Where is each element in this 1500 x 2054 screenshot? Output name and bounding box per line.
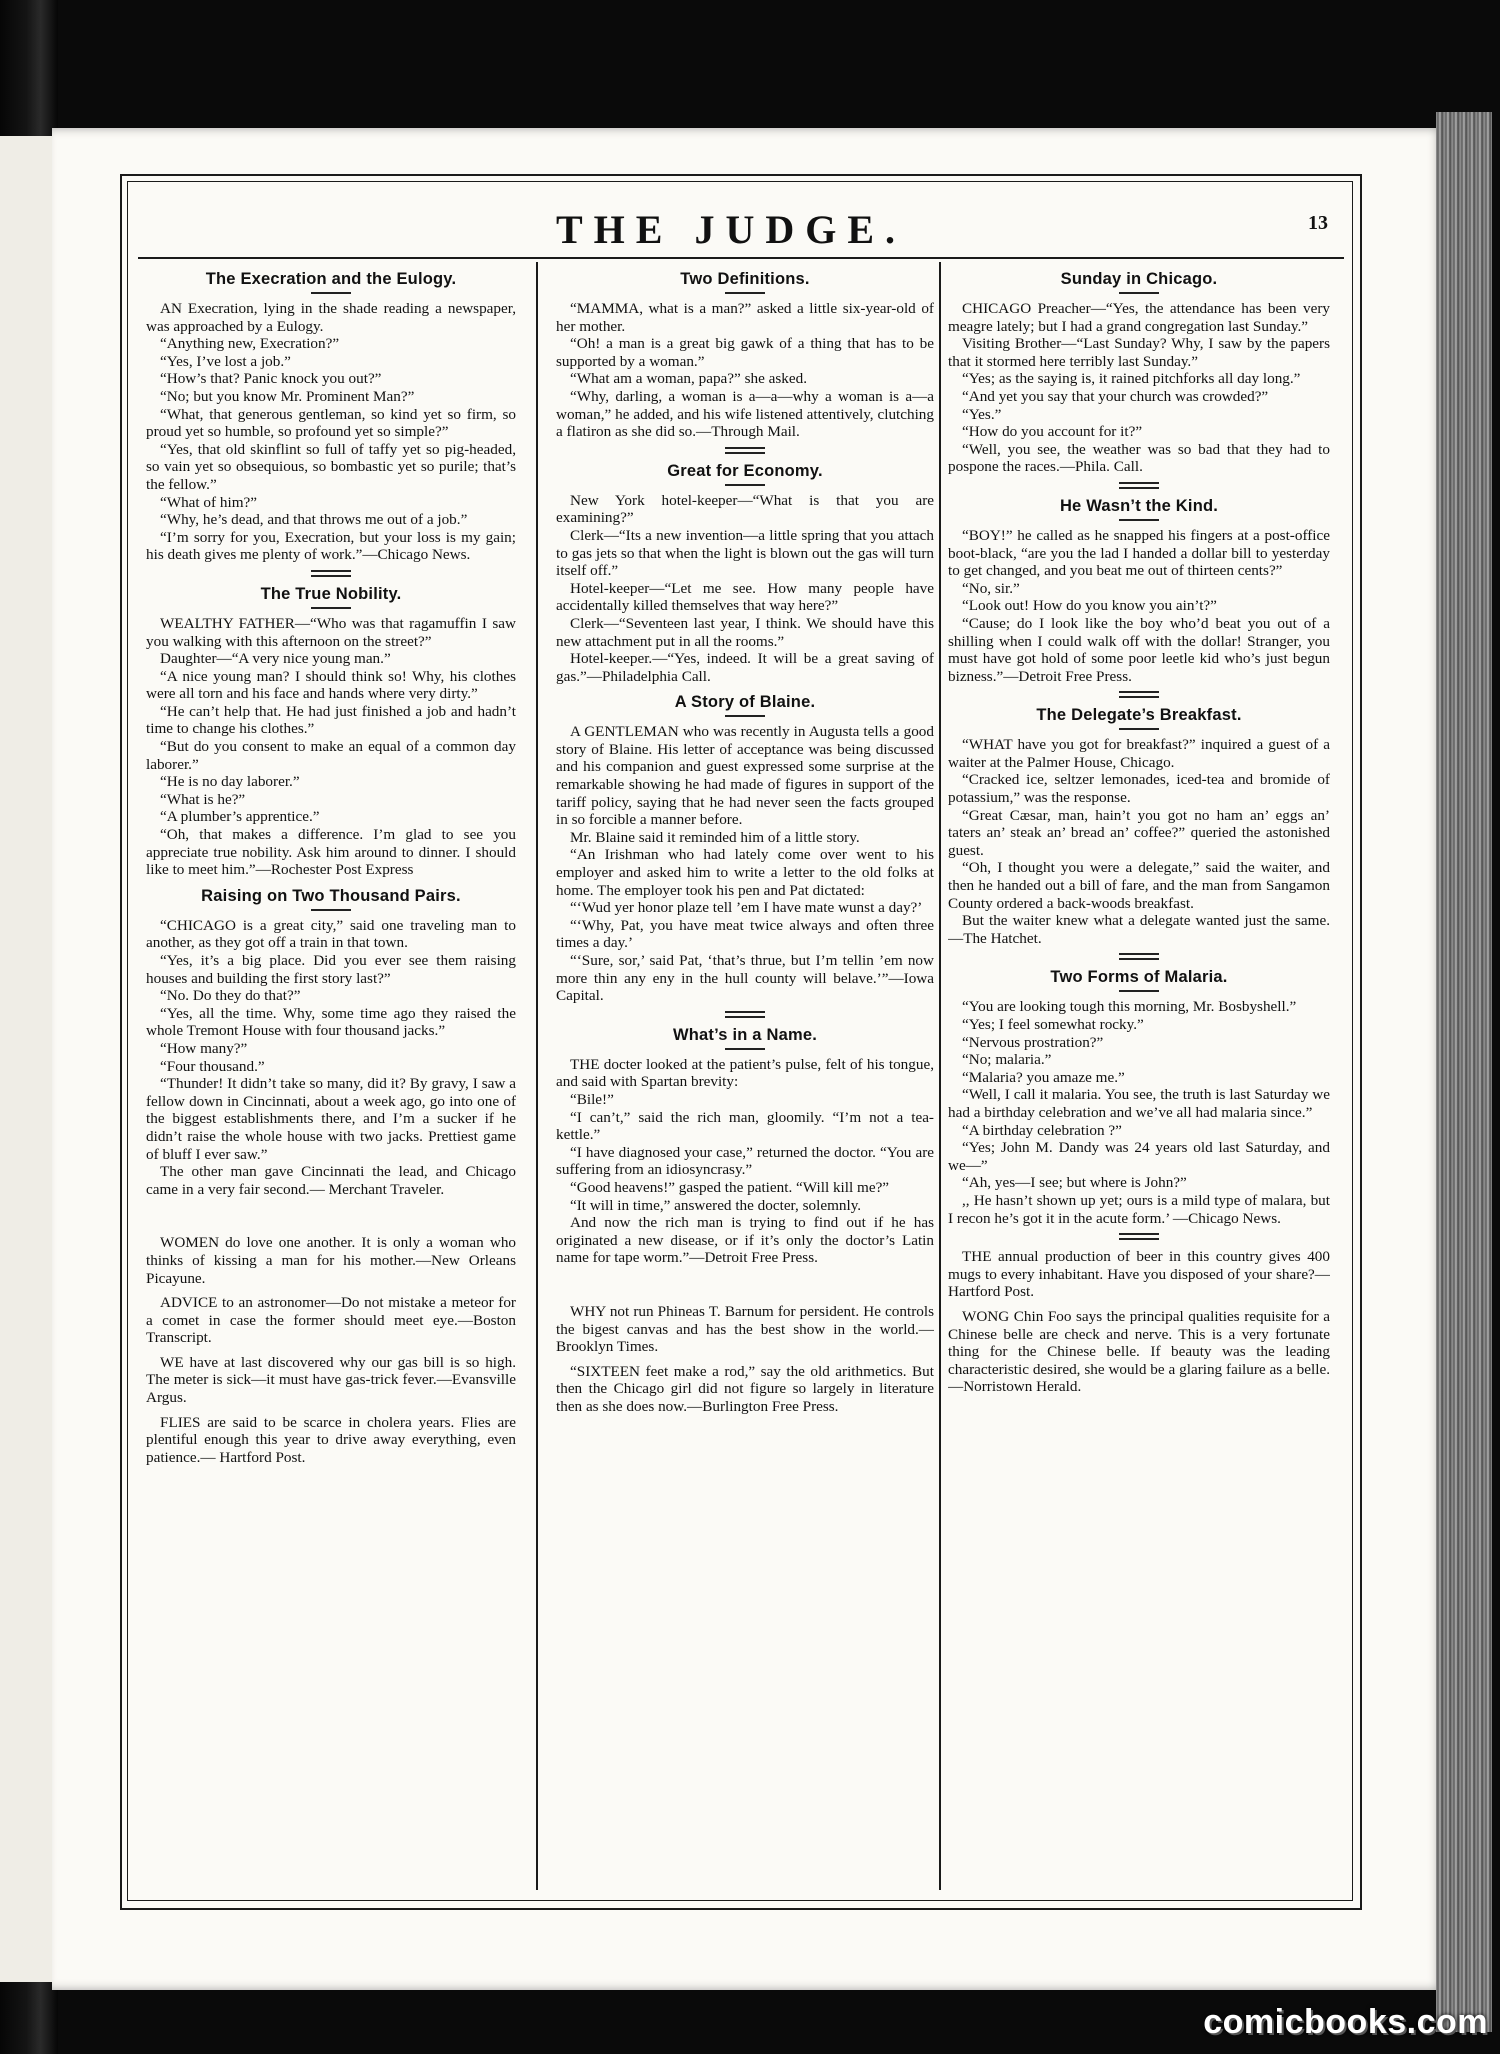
article-headline: Great for Economy. <box>667 461 823 480</box>
article-raising-two-thousand-pairs <box>146 887 516 1199</box>
article-paragraph: And now the rich man is trying to find out if he has originated a new disease, or if it’s only the doctor’s Latin name for tape worm.”—Detroit Free Press. <box>556 1214 934 1267</box>
article-paragraph: “It will in time,” answered the docter, solemnly. <box>570 1196 862 1214</box>
headline-rule <box>311 909 351 911</box>
article-paragraph: A GENTLEMAN who was recently in Augusta tells a good story of Blaine. His letter of acceptance was being discussed and his companion and guest expressed some surprise at the remarkable showing he had made of figures in support of the tariff policy, saying that he had never seen the facts grouped in so forcible a manner before. <box>556 723 934 829</box>
article-paragraph: “He can’t help that. He had just finished a job and hadn’t time to change his clothes.” <box>146 702 516 738</box>
article-paragraph: Hotel-keeper.—“Yes, indeed. It will be a great saving of gas.”—Philadelphia Call. <box>556 650 934 685</box>
article-paragraph: “What, that generous gentleman, so kind yet so firm, so proud yet so humble, so profound yet so simple?” <box>146 405 516 441</box>
page-edges <box>1436 112 1492 2032</box>
column-divider <box>939 262 941 1890</box>
article-headline: Raising on Two Thousand Pairs. <box>201 886 461 905</box>
facing-page-edge <box>0 136 58 1982</box>
article-paragraph: “BOY!” he called as he snapped his fingers at a post-office boot-black, “are you the lad I handed a dollar bill to yesterday to get changed, and you beat me out of thirteen cents?” <box>948 526 1330 580</box>
article-paragraph: “Well, I call it malaria. You see, the truth is last Saturday we had a birthday celebration and we’ve all had malaria since.” <box>948 1086 1330 1121</box>
headline-rule <box>1119 990 1159 992</box>
article-paragraph: “MAMMA, what is a man?” asked a little six-year-old of her mother. <box>556 300 934 335</box>
article-separator <box>1119 1233 1159 1240</box>
article-paragraph: “Yes.” <box>962 405 1002 423</box>
short-item: “SIXTEEN feet make a rod,” say the old arithmetics. But then the Chicago girl did not figure so largely in literature then as she does now.—Burlington Free Press. <box>556 1362 934 1415</box>
short-item: ADVICE to an astronomer—Do not mistake a meteor for a comet in case the former should meet eye.—Boston Transcript. <box>146 1294 516 1347</box>
article-paragraph: “No; but you know Mr. Prominent Man?” <box>160 387 415 405</box>
headline-rule <box>725 484 765 486</box>
article-paragraph: Clerk—“Seventeen last year, I think. We should have this new attachment put in all the rooms.” <box>556 614 934 650</box>
short-item: WOMEN do love one another. It is only a woman who thinks of kissing a man for his mother.—New Orleans Picayune. <box>146 1234 516 1287</box>
headline-rule <box>725 1048 765 1050</box>
article-separator <box>725 1011 765 1018</box>
article-paragraph: “Bile!” <box>570 1090 614 1108</box>
article-paragraph: THE docter looked at the patient’s pulse, felt of his tongue, and said with Spartan brevity: <box>556 1055 934 1091</box>
article-paragraph: “‘Why, Pat, you have meat twice always and often three times a day.’ <box>556 916 934 952</box>
article-paragraph: “How do you account for it?” <box>962 423 1143 441</box>
article-separator <box>1119 482 1159 489</box>
article-paragraph: But the waiter knew what a delegate wanted just the same.—The Hatchet. <box>948 912 1330 947</box>
headline-rule <box>1119 519 1159 521</box>
article-paragraph: “I can’t,” said the rich man, gloomily. “I’m not a tea-kettle.” <box>556 1108 934 1144</box>
article-paragraph: “‘Sure, sor,’ said Pat, ‘that’s thrue, but I’m tellin ’em now more thin any eny in the hull county will belave.’”—Iowa Capital. <box>556 952 934 1005</box>
article-paragraph: “And yet you say that your church was crowded?” <box>962 387 1269 405</box>
site-watermark: comicbooks.com <box>1203 2003 1488 2041</box>
article-paragraph: “What of him?” <box>160 493 257 511</box>
headline-rule <box>311 607 351 609</box>
article-paragraph: “Great Cæsar, man, hain’t you got no ham an’ eggs an’ taters an’ steak an’ bread an’ coffee?” queried the astonished guest. <box>948 806 1330 859</box>
article-sunday-in-chicago <box>948 270 1330 476</box>
article-paragraph: Visiting Brother—“Last Sunday? Why, I saw by the papers that it stormed here terribly last Sunday.” <box>948 335 1330 370</box>
article-paragraph: CHICAGO Preacher—“Yes, the attendance has been very meagre lately; but I had a grand congregation last Sunday.” <box>948 300 1330 335</box>
column-1 <box>146 262 516 1890</box>
article-separator <box>1119 953 1159 960</box>
newspaper-title: THE JUDGE. <box>555 207 907 252</box>
article-paragraph: AN Execration, lying in the shade reading a newspaper, was approached by a Eulogy. <box>146 300 516 335</box>
article-paragraph: “Oh, I thought you were a delegate,” said the waiter, and then he handed out a bill of fare, and the man from Sangamon County ordered a back-woods breakfast. <box>948 859 1330 912</box>
column-2 <box>556 262 934 1890</box>
short-item: WE have at last discovered why our gas bill is so high. The meter is sick—it must have gas-trick fever.—Evansville Argus. <box>146 1353 516 1407</box>
article-he-wasnt-the-kind <box>948 497 1330 685</box>
article-paragraph: “Good heavens!” gasped the patient. “Will kill me?” <box>570 1178 890 1196</box>
short-item: THE annual production of beer in this country gives 400 mugs to every inhabitant. Have you disposed of your share?—Hartford Post. <box>948 1248 1330 1301</box>
article-separator <box>311 570 351 577</box>
article-paragraph: “What am a woman, papa?” she asked. <box>570 370 807 388</box>
article-execration-eulogy <box>146 270 516 564</box>
article-paragraph: “Yes; John M. Dandy was 24 years old last Saturday, and we—” <box>948 1139 1330 1174</box>
page-number: 13 <box>1308 212 1328 234</box>
article-paragraph: “Ah, yes—I see; but where is John?” <box>962 1174 1187 1192</box>
article-paragraph: “WHAT have you got for breakfast?” inquired a guest of a waiter at the Palmer House, Chicago. <box>948 736 1330 771</box>
short-item: WONG Chin Foo says the principal qualities requisite for a Chinese belle are check and nerve. This is a very fortunate thing for the Chinese belle. If beauty was the leading characteristic desired, she would be a glaring failure as a belle.—Norristown Herald. <box>948 1307 1330 1396</box>
article-paragraph: “Cracked ice, seltzer lemonades, iced-tea and bromide of potassium,” was the response. <box>948 771 1330 807</box>
article-paragraph: “No. Do they do that?” <box>160 987 301 1005</box>
article-paragraph: “No; malaria.” <box>962 1051 1052 1069</box>
headline-rule <box>1119 292 1159 294</box>
article-paragraph: “Yes, that old skinflint so full of taffy yet so pig-headed, so vain yet so obsequious, so bombastic yet so purile; that’s the fellow.” <box>146 440 516 493</box>
article-paragraph: “How’s that? Panic knock you out?” <box>160 370 382 388</box>
article-paragraph: “Oh, that makes a difference. I’m glad to see you appreciate true nobility. Ask him around to dinner. I should like to meet him.”—Rochester Post Express <box>146 826 516 879</box>
short-item: FLIES are said to be scarce in cholera years. Flies are plentiful enough this year to drive away everything, even patience.— Hartford Post. <box>146 1413 516 1466</box>
article-great-for-economy <box>556 462 934 686</box>
article-paragraph: Mr. Blaine said it reminded him of a little story. <box>570 828 860 846</box>
article-headline: Two Forms of Malaria. <box>1050 968 1228 987</box>
article-true-nobility <box>146 585 516 879</box>
article-paragraph: “What is he?” <box>160 790 246 808</box>
article-paragraph: “Nervous prostration?” <box>962 1033 1104 1051</box>
article-paragraph: WEALTHY FATHER—“Who was that ragamuffin I saw you walking with this afternoon on the street?” <box>146 614 516 650</box>
article-story-of-blaine <box>556 693 934 1005</box>
article-headline: The Execration and the Eulogy. <box>205 270 457 288</box>
article-paragraph: “How many?” <box>160 1039 248 1057</box>
headline-rule <box>725 292 765 294</box>
article-paragraph: “Yes, it’s a big place. Did you ever see them raising houses and building the first story last?” <box>146 952 516 987</box>
article-paragraph: “No, sir.” <box>962 579 1020 597</box>
headline-rule <box>725 715 765 717</box>
article-paragraph: “CHICAGO is a great city,” said one traveling man to another, as they got off a train in that town. <box>146 916 516 952</box>
article-paragraph: The other man gave Cincinnati the lead, and Chicago came in a very fair second.— Merchant Traveler. <box>146 1163 516 1198</box>
article-whats-in-a-name <box>556 1026 934 1267</box>
article-paragraph: “Cause; do I look like the boy who’d beat you out of a shilling when I could walk off with the dollar! Stranger, you must have got hold of some poor leetle kid who’s just begun bizness.”—Detroit Free Press. <box>948 614 1330 685</box>
article-paragraph: “You are looking tough this morning, Mr. Bosbyshell.” <box>962 998 1297 1016</box>
article-two-forms-of-malaria <box>948 968 1330 1227</box>
masthead-rule <box>138 257 1344 259</box>
article-paragraph: New York hotel-keeper—“What is that you are examining?” <box>556 491 934 527</box>
article-paragraph: ,, He hasn’t shown up yet; ours is a mild type of malara, but I recon he’s got it in the acute form.’ —Chicago News. <box>948 1191 1330 1227</box>
column-3 <box>948 262 1330 1890</box>
article-paragraph: “Why, darling, a woman is a—a—why a woman is a—a woman,” he added, and his wife listened attentively, clutching a flatiron as she did so.—Through Mail. <box>556 387 934 441</box>
short-item: WHY not run Phineas T. Barnum for persident. He controls the bigest canvas and has the best show in the world.—Brooklyn Times. <box>556 1302 934 1356</box>
article-paragraph: “I have diagnosed your case,” returned the doctor. “You are suffering from an idiosyncrasy.” <box>556 1143 934 1179</box>
headline-rule <box>1119 728 1159 730</box>
article-paragraph: “But do you consent to make an equal of a common day laborer.” <box>146 738 516 773</box>
article-paragraph: “Why, he’s dead, and that throws me out of a job.” <box>160 511 468 529</box>
article-paragraph: “Well, you see, the weather was so bad that they had to pospone the races.—Phila. Call. <box>948 440 1330 476</box>
article-two-definitions <box>556 270 934 441</box>
article-paragraph: Clerk—“Its a new invention—a little spring that you attach to gas jets so that when the light is blown out the gas will turn itself off.” <box>556 526 934 580</box>
article-headline: A Story of Blaine. <box>674 693 816 712</box>
article-paragraph: “Yes; I feel somewhat rocky.” <box>962 1016 1144 1033</box>
article-headline: Two Definitions. <box>680 270 810 288</box>
article-paragraph: “Look out! How do you know you ain’t?” <box>962 597 1217 615</box>
article-headline: The Delegate’s Breakfast. <box>1036 706 1242 725</box>
article-paragraph: “Oh! a man is a great big gawk of a thing that has to be supported by a woman.” <box>556 335 934 370</box>
article-paragraph: “Malaria? you amaze me.” <box>962 1068 1125 1086</box>
article-paragraph: “Yes, all the time. Why, some time ago they raised the whole Tremont House with four thousand jacks.” <box>146 1004 516 1040</box>
article-paragraph: “A birthday celebration ?” <box>962 1121 1122 1139</box>
article-paragraph: “Four thousand.” <box>160 1057 265 1075</box>
article-delegates-breakfast <box>948 706 1330 947</box>
article-paragraph: Daughter—“A very nice young man.” <box>160 650 391 668</box>
article-headline: He Wasn’t the Kind. <box>1059 496 1219 515</box>
article-separator <box>725 447 765 454</box>
column-divider <box>536 262 538 1890</box>
article-paragraph: “‘Wud yer honor plaze tell ’em I have mate wunst a day?’ <box>570 899 923 917</box>
masthead <box>130 204 1332 256</box>
article-headline: What’s in a Name. <box>673 1025 817 1044</box>
article-paragraph: “An Irishman who had lately come over went to his employer and asked him to write a letter to the old folks at home. The employer took his pen and Pat dictated: <box>556 846 934 899</box>
article-headline: Sunday in Chicago. <box>1060 270 1218 288</box>
article-separator <box>1119 691 1159 698</box>
article-paragraph: “Anything new, Execration?” <box>160 335 340 353</box>
article-paragraph: Hotel-keeper—“Let me see. How many people have accidentally killed themselves that way here?” <box>556 579 934 615</box>
article-paragraph: “Yes; as the saying is, it rained pitchforks all day long.” <box>962 370 1301 388</box>
article-paragraph: “He is no day laborer.” <box>160 773 300 791</box>
headline-rule <box>311 292 351 294</box>
article-paragraph: “A nice young man? I should think so! Why, his clothes were all torn and his face and hands where very dirty.” <box>146 667 516 703</box>
article-paragraph: “I’m sorry for you, Execration, but your loss is my gain; his death gives me plenty of work.”—Chicago News. <box>146 528 516 564</box>
article-headline: The True Nobility. <box>260 584 402 603</box>
article-paragraph: “A plumber’s apprentice.” <box>160 808 320 826</box>
article-paragraph: “Yes, I’ve lost a job.” <box>160 352 291 370</box>
article-paragraph: “Thunder! It didn’t take so many, did it? By gravy, I saw a fellow down in Cincinnati, about a week ago, go into one of the biggest establishments there, and I’m a sucker if he didn’t raise the whole house with two jacks. Prettiest game of bluff I ever saw.” <box>146 1075 516 1163</box>
